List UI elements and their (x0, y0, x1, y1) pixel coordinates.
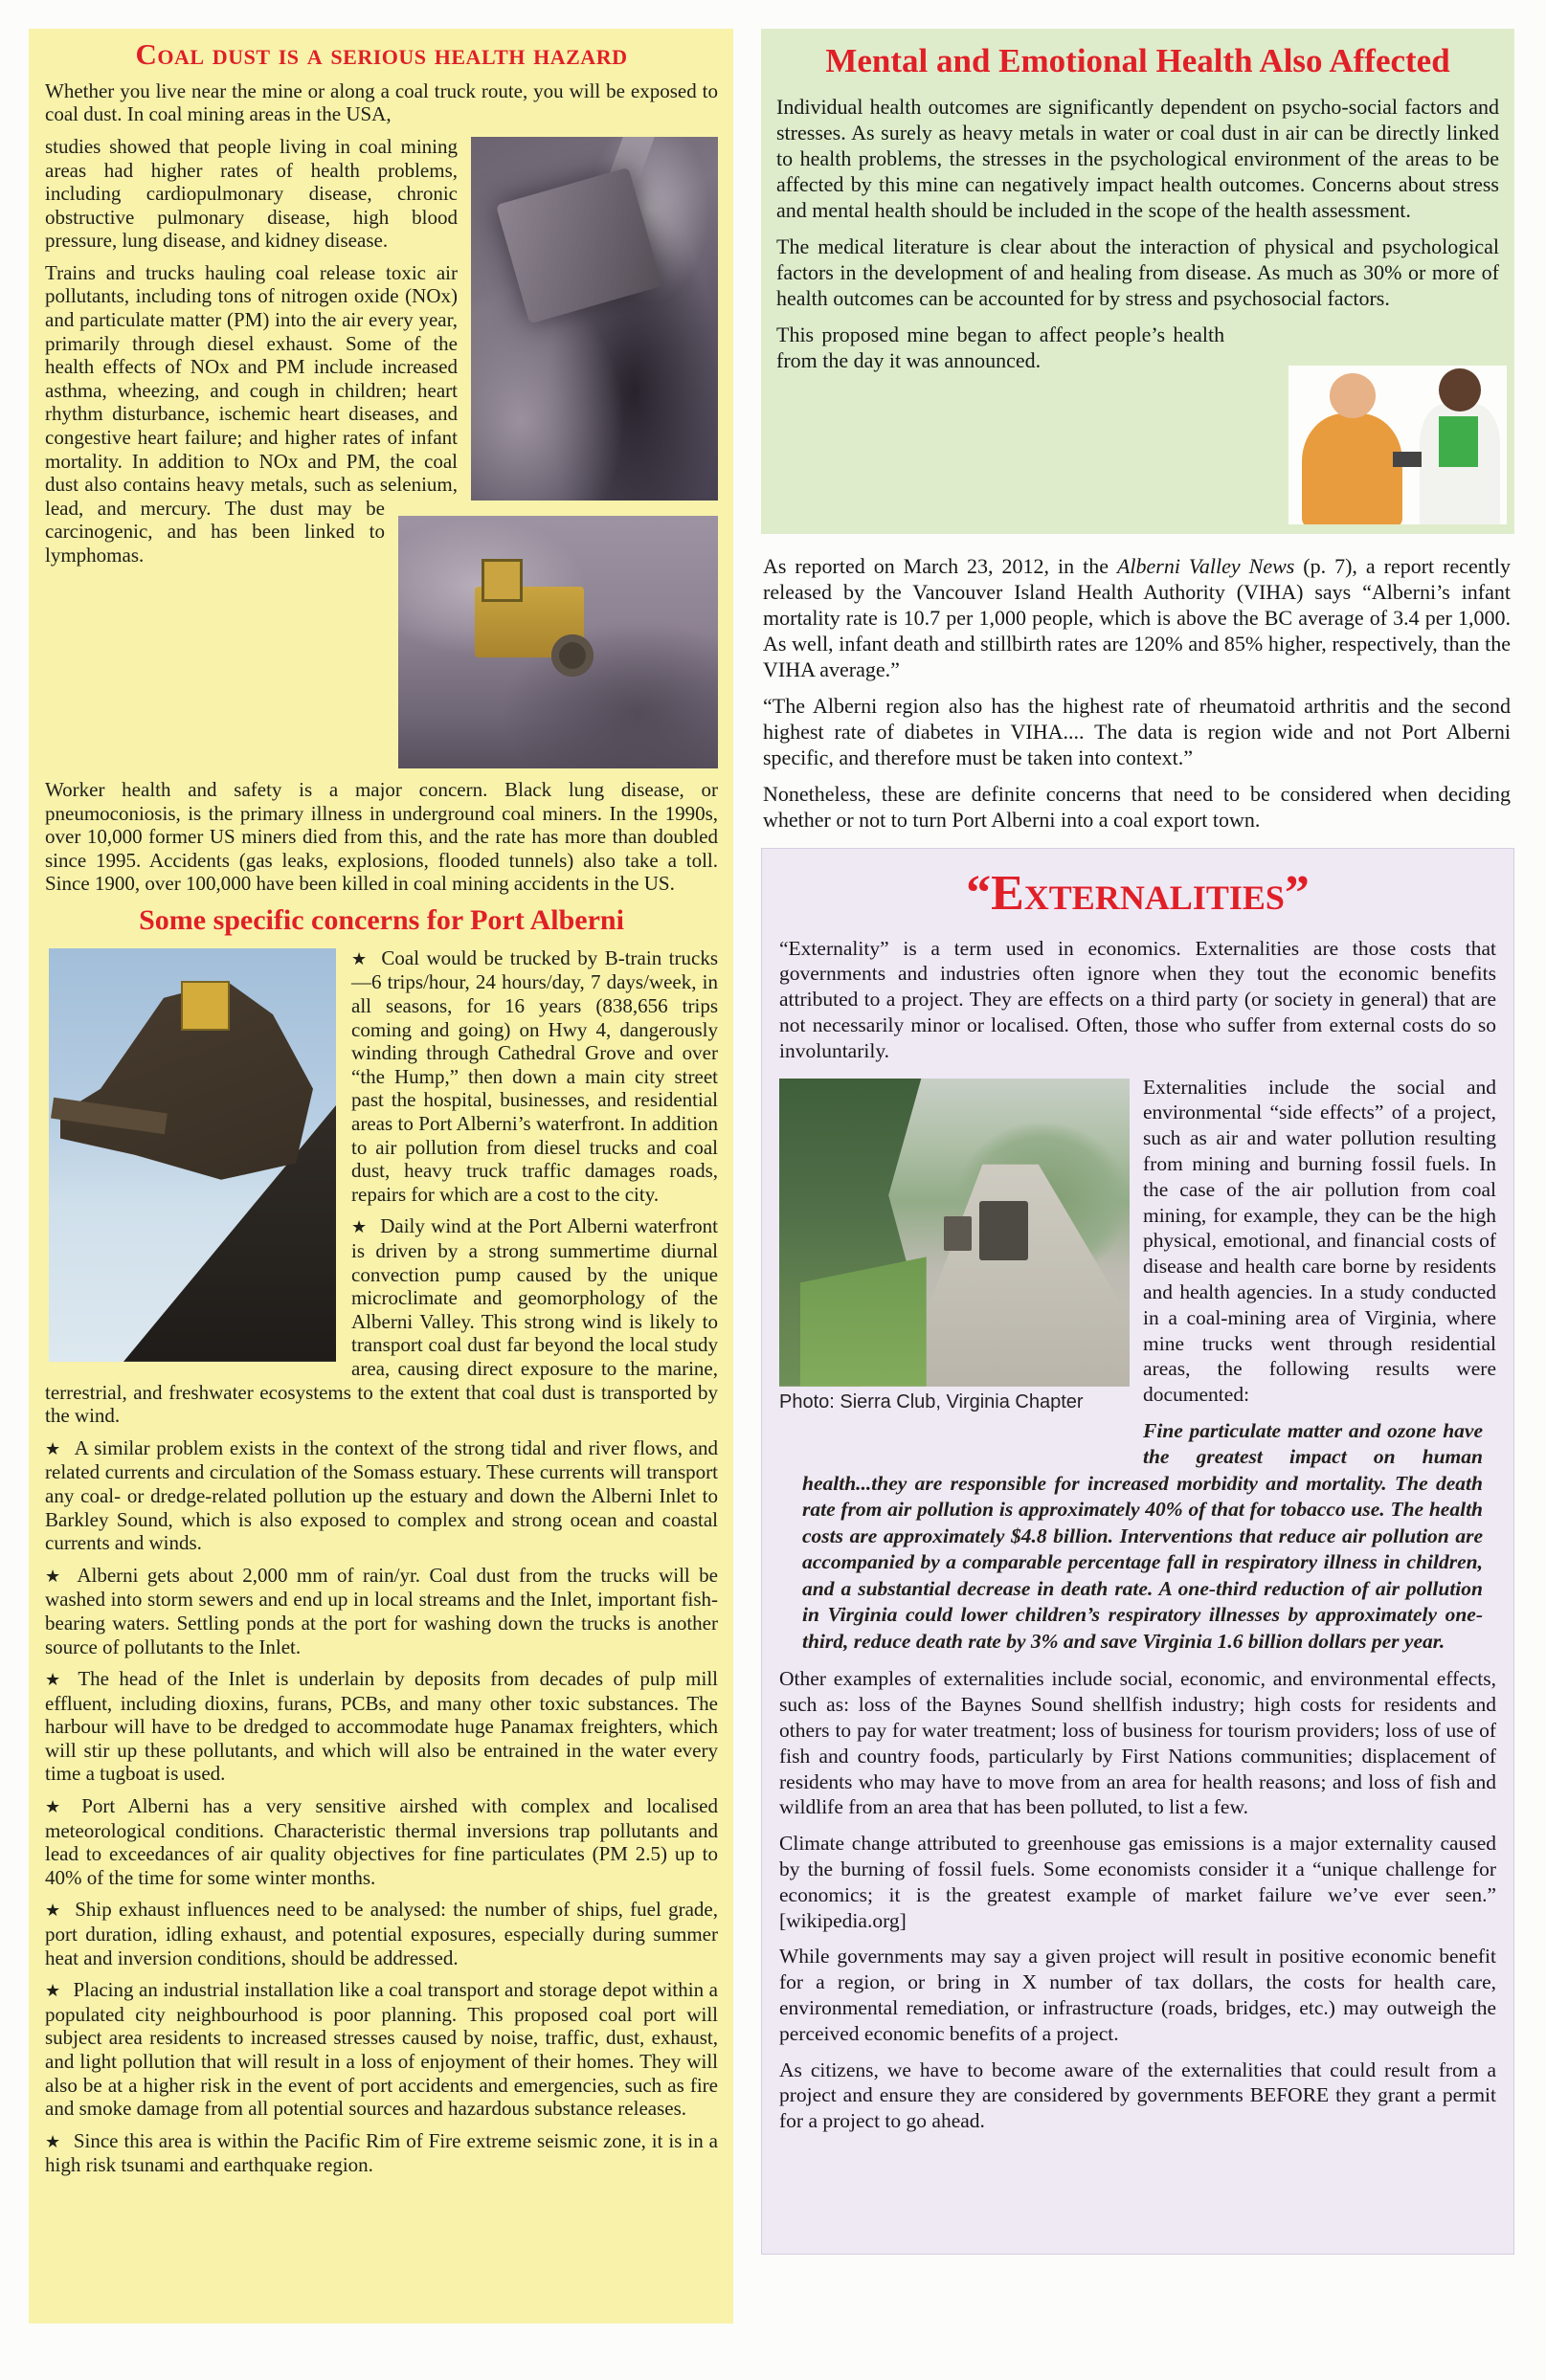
coal-dumping-photo (471, 137, 718, 500)
excavator-cab-shape (181, 981, 230, 1031)
externalities-paragraph-2: Externalities include the social and environmental “side effects” of a project, such as air and water pollution resulting from mining and burning fossil fuels. In the case of the air pollution from coal mining, for example, they can be the high physical, emotional, and financial costs of disease and health care borne by residents and health agencies. In a study conducted in a coal-mining area of Virginia, where mine trucks went through residential areas, the following results were documented: (1143, 1075, 1496, 1407)
clamshell-bucket-shape (496, 167, 662, 324)
bullet-text: Port Alberni has a very sensitive airshed with complex and localised meteorological conditions. Characteristic thermal inversions trap pollutants and lead to exceedances of air quality objectives for fine particulates (PM 2.5) up to 40% of the time for some winter months. (45, 1794, 718, 1889)
bullet-rain (45, 1564, 718, 1658)
right-column (761, 29, 1514, 2255)
truck-shape (979, 1201, 1028, 1259)
bullet-inlet-deposits (45, 1667, 718, 1786)
bullet-text: Alberni gets about 2,000 mm of rain/yr. Coal dust from the trucks will be washed into storm sewers and end up in local streams and the Inlet, important fish-bearing waters. Settling ponds at the port for washing down the trucks is another source of pollutants to the Inlet. (45, 1563, 718, 1658)
star-bullet-icon: ★ (45, 1438, 62, 1458)
star-bullet-icon: ★ (45, 2131, 61, 2151)
photo-caption: Photo: Sierra Club, Virginia Chapter (779, 1390, 1084, 1412)
blood-pressure-cuff-shape (1393, 452, 1422, 468)
externalities-heading: “Externalities” (966, 866, 1310, 921)
loader-in-dust-photo (398, 516, 718, 768)
loader-cab-shape (482, 559, 523, 602)
bullet-poor-planning (45, 1978, 718, 2121)
virginia-study-quote: Fine particulate matter and ozone have the greatest impact on human health...they are responsible for increased morbidity and mortality. The death rate from air pollution is approximately 40% of that for tobacco use. The health costs are approximately $4.8 billion. Interventions that reduce air pollution are accompanied by a comparable percentage fall in respiratory illness in children, and a substantial decrease in death rate. A one-third reduction of air pollution in Virginia could lower children’s respiratory illnesses by approximately one-third, reduce death rate by 3% and save Virginia 1.6 billion dollars per year. (802, 1418, 1483, 1653)
viha-report-section (763, 553, 1511, 833)
externalities-paragraph-3: Other examples of externalities include social, economic, and environmental effects, such as: loss of the Baynes Sound shellfish industry; high costs for residents and others to pay for water treatment; loss of business for tourism providers; loss of use of fish and country foods, particularly by First Nations communities; displacement of residents who may have to move from an area for health reasons; and loss of fish and wildlife from an area that has been polluted, to list a few. (779, 1667, 1496, 1819)
patient-head-shape (1330, 373, 1376, 417)
star-bullet-icon: ★ (45, 1566, 65, 1586)
bullet-tidal-flows (45, 1436, 718, 1555)
mental-paragraph-1: Individual health outcomes are significantly dependent on psycho-social factors and stresses. As surely as heavy metals in water or coal dust in air can be directly linked to health problems, the stresses in the psychological environment of the areas to be affected by this mine can negatively impact health outcomes. Concerns about stress and mental health should be included in the scope of the health assessment. (776, 95, 1499, 222)
nurse-head-shape (1439, 368, 1480, 411)
nurse-shirt-shape (1439, 416, 1478, 467)
viha-paragraph-2: “The Alberni region also has the highest rate of rheumatoid arthritis and the second highest rate of diabetes in VIHA.... The data is region wide and not Port Alberni specific, and therefore must be taken into context.” (763, 694, 1511, 769)
bullet-text: Placing an industrial installation like a coal transport and storage depot within a populated city neighbourhood is poor planning. This proposed coal port will subject area residents to increased stresses caused by noise, traffic, dust, exhaust, and light pollution that will result in a loss of enjoyment of their homes. They will also be at a higher risk in the event of port accidents and emergencies, such as fire and smoke damage from all potential sources and hazardous substance releases. (45, 1978, 719, 2121)
viha-paragraph-1 (763, 553, 1511, 682)
mental-paragraph-2: The medical literature is clear about the interaction of physical and psychological factors in the development of and healing from disease. As much as 30% or more of health outcomes can be accounted for by stress and psychosocial factors. (776, 234, 1499, 310)
viha-text-pre: As reported on March 23, 2012, in the (763, 554, 1117, 578)
bullet-text: Ship exhaust influences need to be analysed: the number of ships, fuel grade, port duration, idling exhaust, and potential exposures, especially during summer heat and inversion conditions, should be addressed. (45, 1898, 718, 1969)
star-bullet-icon: ★ (351, 1217, 369, 1237)
bullet-text: The head of the Inlet is underlain by deposits from decades of pulp mill effluent, including dioxins, furans, PCBs, and many other toxic substances. The harbour will have to be dredged to accommodate huge Panamax freighters, which will stir up these pollutants, and which will also be entrained in the water every time a tugboat is used. (45, 1667, 718, 1786)
mine-trucks-figure (779, 1079, 1130, 1413)
star-bullet-icon: ★ (45, 1901, 63, 1921)
bucketwheel-excavator-photo (49, 948, 336, 1362)
port-alberni-concerns-heading: Some specific concerns for Port Alberni (139, 903, 624, 936)
externalities-paragraph-5: While governments may say a given project will result in positive economic benefit for a region, or bring in X number of tax dollars, the costs for health care, environmental remediation, or infrastructure (roads, bridges, etc.) may outweigh the perceived economic benefits of a project. (779, 1945, 1496, 2045)
mental-paragraph-3: This proposed mine began to affect people’s health from the day it was announced. (776, 323, 1225, 372)
externalities-panel (761, 848, 1514, 2255)
star-bullet-icon: ★ (45, 1981, 61, 2001)
loader-wheel-shape (551, 634, 594, 677)
externalities-paragraph-1: “Externality” is a term used in economics. Externalities are those costs that governments and industries often ignore when they tout the economic benefits attributed to a project. They are effects on a third party (or society in general) that are not necessarily minor or localised. Often, those who suffer from external costs do so involuntarily. (779, 936, 1496, 1062)
bullet-text: Since this area is within the Pacific Rim of Fire extreme seismic zone, it is in a high risk tsunami and earthquake region. (45, 2128, 718, 2177)
viha-text-post: (p. 7), a report recently released by the Vancouver Island Health Authority (VIHA) says “Alberni’s infant mortality rate is 10.7 per 1,000 people, which is above the BC average of 3.4 per 1,000. As well, infant death and stillbirth rates are 120% and 85% higher, respectively, than the VIHA average.” (763, 554, 1511, 681)
externalities-paragraph-6: As citizens, we have to become aware of the externalities that could result from a project and ensure they are considered by governments BEFORE they grant a permit for a project to go ahead. (779, 2057, 1496, 2133)
blood-pressure-clipart (1288, 366, 1507, 524)
star-bullet-icon: ★ (351, 948, 370, 968)
newspaper-name: Alberni Valley News (1116, 554, 1295, 578)
viha-paragraph-3: Nonetheless, these are definite concerns that need to be considered when deciding whether or not to turn Port Alberni into a coal export town. (763, 782, 1511, 832)
bullet-seismic-zone (45, 2129, 718, 2177)
trains-trucks-paragraph: Trains and trucks hauling coal release toxic air pollutants, including tons of nitrogen oxide (NOx) and particulate matter (PM) into the air every year, primarily through diesel exhaust. Some of the health effects of NOx and PM include increased asthma, wheezing, and cough in children; heart rhythm disturbance, ischemic heart diseases, and congestive heart failure; and higher rates of infant mortality. In addition to NOx and PM, the coal dust also contains heavy metals, such as selenium, lead, and mercury. The dust may be carcinogenic, and has been linked to lymphomas. (45, 260, 458, 567)
intro-paragraph: Whether you live near the mine or along a coal truck route, you will be exposed to coal dust. In coal mining areas in the USA, (45, 78, 718, 126)
bullet-text: A similar problem exists in the context of the strong tidal and river flows, and related currents and circulation of the Somass estuary. These currents will transport any coal- or dredge-related pollution up the estuary and down the Alberni Inlet to Barkley Sound, which is also exposed to complex and strong ocean and coastal currents and winds. (45, 1435, 719, 1555)
intro-paragraph-continued: studies showed that people living in coal mining areas had higher rates of health problems, including cardiopulmonary disease, chronic obstructive pulmonary disease, high blood pressure, lung disease, and kidney disease. (45, 134, 458, 253)
mental-health-heading: Mental and Emotional Health Also Affected (825, 42, 1450, 79)
mental-health-panel (761, 29, 1514, 534)
star-bullet-icon: ★ (45, 1797, 70, 1817)
patient-figure-shape (1302, 413, 1402, 524)
star-bullet-icon: ★ (45, 1670, 66, 1690)
truck-shape (944, 1216, 972, 1250)
coal-dust-title: Coal dust is a serious health hazard (135, 37, 628, 71)
bullet-airshed (45, 1794, 718, 1889)
bullet-text: Coal would be trucked by B-train trucks—6 trips/hour, 24 hours/day, 7 days/week, in all seasons, for 16 years (838,656 trips coming and going) on Hwy 4, dangerously winding through Cathedral Grove and over “the Hump,” then down a main city street past the hospital, businesses, and residential areas to Port Alberni’s waterfront. In addition to air pollution from diesel trucks and coal dust, heavy truck traffic damages roads, repairs for which are a cost to the city. (351, 945, 718, 1206)
externalities-paragraph-4: Climate change attributed to greenhouse gas emissions is a major externality caused by the burning of fossil fuels. Some economists consider it a “unique challenge for economics; it is the greatest example of market failure we’ve ever seen.” [wikipedia.org] (779, 1832, 1496, 1932)
worker-health-paragraph: Worker health and safety is a major concern. Black lung disease, or pneumoconiosis, is the primary illness in underground coal miners. In the 1990s, over 10,000 former US miners died from this, and the rate has more than doubled since 1995. Accidents (gas leaks, explosions, flooded tunnels) also take a toll. Since 1900, over 100,000 have been killed in coal mining accidents in the US. (45, 777, 718, 896)
bullet-ship-exhaust (45, 1898, 718, 1969)
mine-trucks-photo (779, 1079, 1130, 1387)
bullet-text: Daily wind at the Port Alberni waterfront is driven by a strong summertime diurnal convection pump caused by the unique microclimate and geomorphology of the Alberni Valley. This strong wind is likely to transport coal dust far beyond the local study area, causing direct exposure to the marine, terrestrial, and freshwater ecosystems to the extent that coal dust is transported by the wind. (45, 1214, 718, 1428)
coal-dust-panel (29, 29, 733, 2324)
